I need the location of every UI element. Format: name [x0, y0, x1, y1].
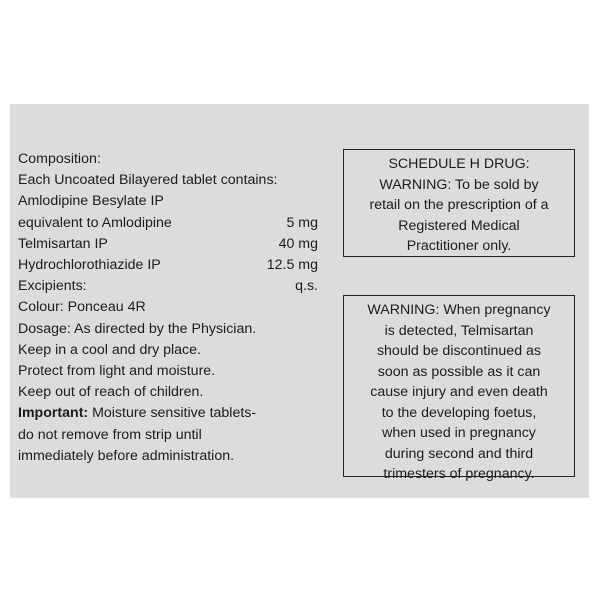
- ingredient-row: [18, 276, 318, 297]
- schedule-h-warning-box: [343, 149, 575, 257]
- important-text: do not remove from strip until: [18, 426, 202, 443]
- ingredient-row: [18, 191, 318, 212]
- composition-heading: Composition:: [18, 151, 101, 167]
- warning-line: soon as possible as it can: [377, 363, 541, 380]
- warning-line: WARNING: To be sold by: [379, 176, 539, 193]
- important-label: Important:: [18, 405, 89, 422]
- ingredient-value: 5 mg: [286, 214, 318, 231]
- dosage-text: Dosage: As directed by the Physician.: [18, 320, 257, 337]
- ingredient-name: Amlodipine Besylate IP: [18, 193, 164, 210]
- warning-line: to the developing foetus,: [381, 404, 537, 421]
- important-text: Moisture sensitive tablets-: [88, 405, 257, 422]
- ingredient-row: [18, 255, 318, 276]
- ingredient-value: 40 mg: [278, 235, 318, 252]
- warning-line: trimesters of pregnancy.: [383, 466, 535, 482]
- storage-text: Protect from light and moisture.: [18, 363, 216, 380]
- warning-line: retail on the prescription of a: [369, 197, 549, 213]
- ingredient-name: Excipients:: [18, 278, 87, 295]
- warning-line: WARNING: When pregnancy: [367, 302, 551, 318]
- ingredient-name: Hydrochlorothiazide IP: [18, 257, 161, 274]
- storage-text: Keep in a cool and dry place.: [18, 341, 201, 358]
- ingredient-row: [18, 234, 318, 255]
- warning-line: during second and third: [384, 445, 534, 462]
- storage-text: Keep out of reach of children.: [18, 384, 204, 401]
- ingredient-value: q.s.: [295, 278, 318, 295]
- composition-section: [18, 149, 318, 467]
- warning-line: Practitioner only.: [406, 238, 512, 254]
- ingredient-value: 12.5 mg: [266, 257, 318, 274]
- warning-line: should be discontinued as: [376, 343, 542, 359]
- ingredient-name: equivalent to Amlodipine: [18, 214, 172, 231]
- important-note: [18, 403, 318, 424]
- warning-line: Registered Medical: [398, 217, 520, 234]
- colour-text: Colour: Ponceau 4R: [18, 299, 146, 316]
- important-text: immediately before administration.: [18, 447, 235, 464]
- ingredient-name: Telmisartan IP: [18, 235, 108, 252]
- warning-line: is detected, Telmisartan: [384, 322, 534, 339]
- warning-line: SCHEDULE H DRUG:: [388, 156, 530, 172]
- pregnancy-warning-box: [343, 295, 575, 482]
- ingredient-row: [18, 213, 318, 234]
- warning-line: when used in pregnancy: [382, 425, 536, 441]
- composition-intro: Each Uncoated Bilayered tablet contains:: [18, 172, 278, 189]
- warning-line: cause injury and even death: [370, 384, 548, 400]
